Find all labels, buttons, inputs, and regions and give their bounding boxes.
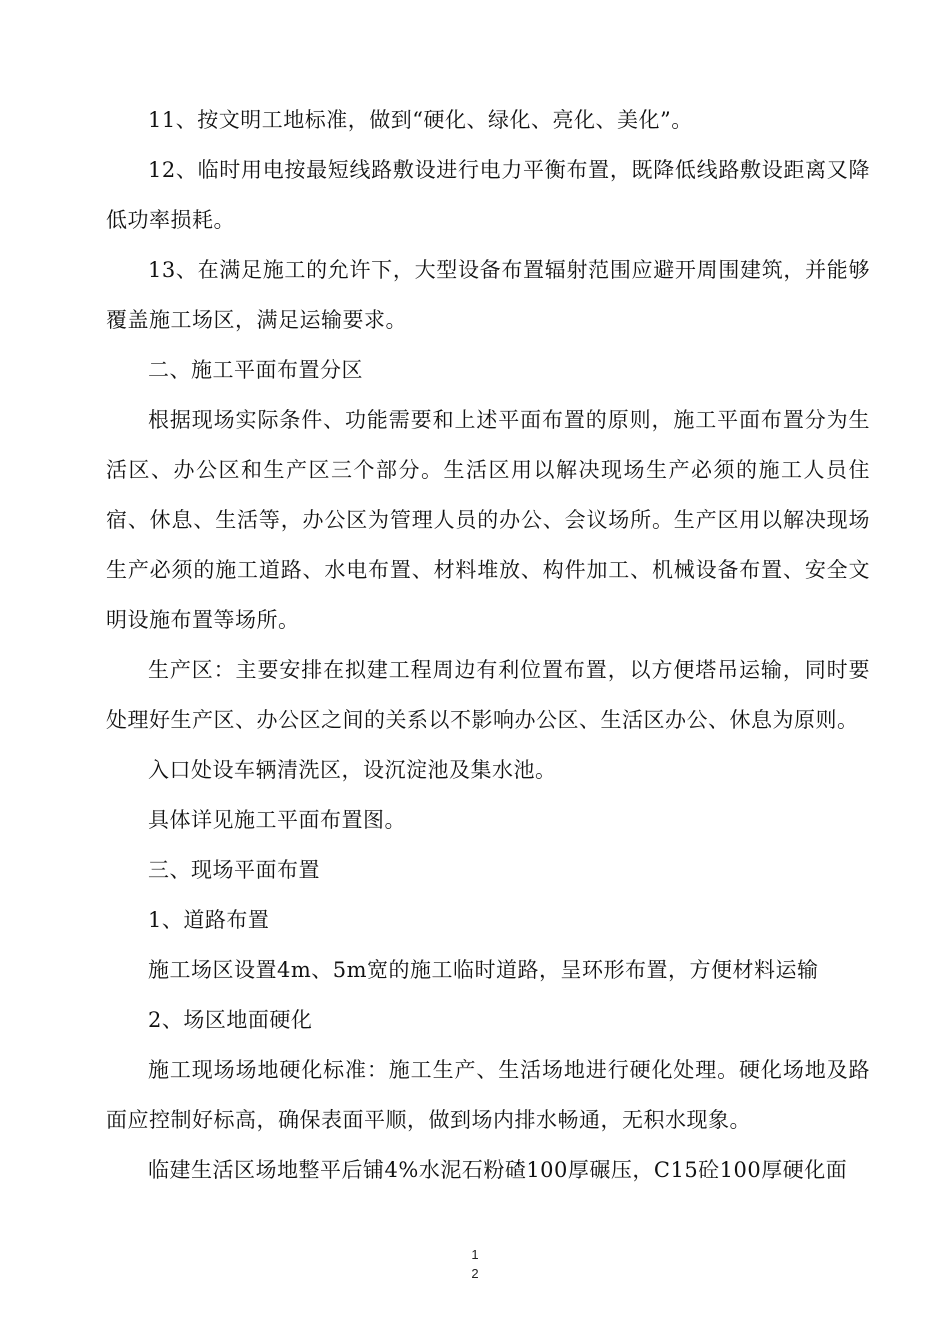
page-number-line-2: 2: [471, 1266, 479, 1281]
paragraph-item-11: 11、按文明工地标准，做到“硬化、绿化、亮化、美化”。: [148, 108, 693, 132]
paragraph-item-12: 12、临时用电按最短线路敷设进行电力平衡布置，既降低线路敷设距离又降低功率损耗。: [106, 158, 870, 232]
paragraph-roads: 施工场区设置4m、5m宽的施工临时道路，呈环形布置，方便材料运输: [148, 958, 819, 982]
paragraph-production-area: 生产区：主要安排在拟建工程周边有利位置布置，以方便塔吊运输，同时要处理好生产区、办公区之间的关系以不影响办公区、生活区办公、休息为原则。: [106, 658, 870, 732]
paragraph-entrance: 入口处设车辆清洗区，设沉淀池及集水池。: [148, 758, 557, 782]
subheading-ground-hardening: 2、场区地面硬化: [148, 1008, 313, 1032]
paragraph-item-13: 13、在满足施工的允许下，大型设备布置辐射范围应避开周围建筑，并能够覆盖施工场区，满足运输要求。: [106, 258, 870, 332]
subheading-road-layout: 1、道路布置: [148, 908, 270, 932]
paragraph-living-area-paving: 临建生活区场地整平后铺4%水泥石粉碴100厚碾压，C15砼100厚硬化面: [148, 1158, 848, 1182]
paragraph-hardening-standard: 施工现场场地硬化标准：施工生产、生活场地进行硬化处理。硬化场地及路面应控制好标高，确保表面平顺，做到场内排水畅通，无积水现象。: [106, 1058, 870, 1132]
page-number: [0, 1245, 950, 1283]
paragraph-zoning: 根据现场实际条件、功能需要和上述平面布置的原则，施工平面布置分为生活区、办公区和生产区三个部分。生活区用以解决现场生产必须的施工人员住宿、休息、生活等，办公区为管理人员的办公、会议场所。生产区用以解决现场生产必须的施工道路、水电布置、材料堆放、构件加工、机械设备布置、安全文明设施布置等场所。: [106, 408, 870, 632]
section-heading-3: 三、现场平面布置: [148, 858, 320, 882]
paragraph-see-plan: 具体详见施工平面布置图。: [148, 808, 406, 832]
document-body: [106, 95, 870, 1195]
section-heading-2: 二、施工平面布置分区: [148, 358, 363, 382]
page-number-line-1: 1: [471, 1247, 479, 1262]
